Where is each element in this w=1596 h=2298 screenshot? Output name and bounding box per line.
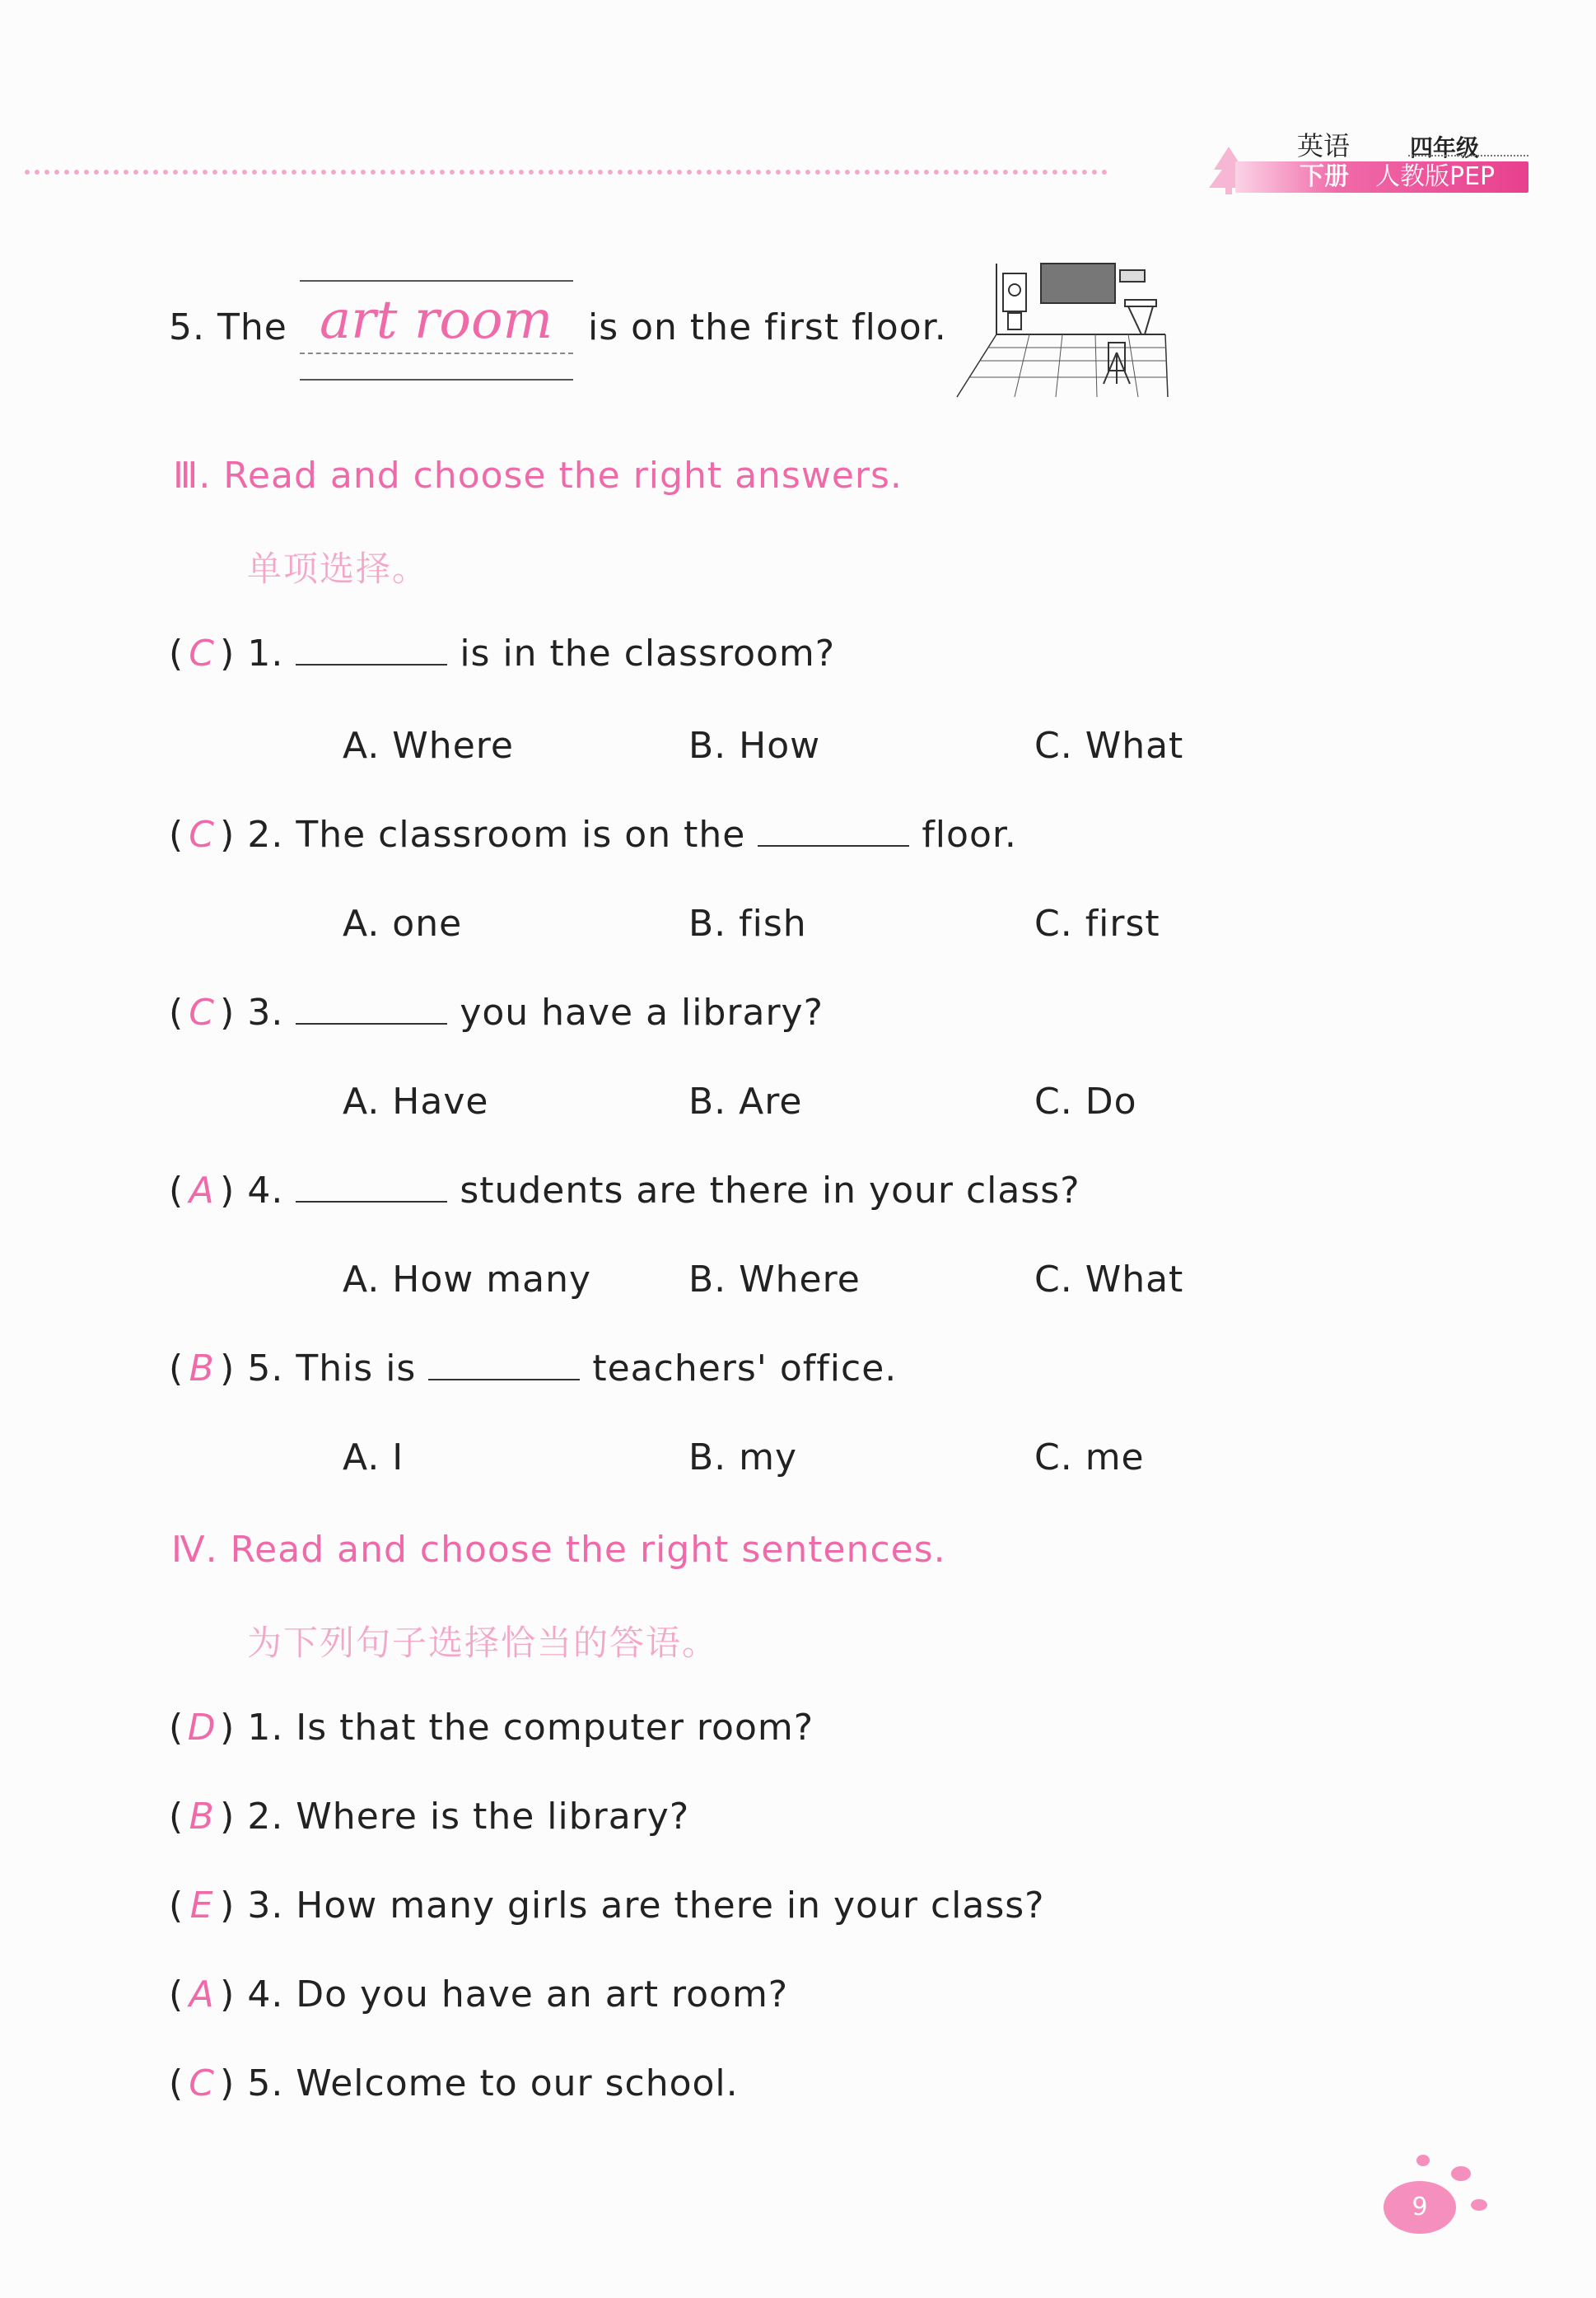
header-grade-underline <box>1408 155 1528 156</box>
s3-q1-option-c: C. What <box>1034 725 1184 767</box>
s3-q5-answer: B <box>189 1348 215 1390</box>
s4-q2-answer: B <box>189 1796 215 1838</box>
s3-q2-option-c: C. first <box>1034 903 1160 945</box>
s3-q2-blank <box>758 842 909 847</box>
page-badge-dot <box>1471 2199 1487 2211</box>
s3-q1-option-a: A. Where <box>343 725 514 767</box>
s3-q4-num: 4. <box>247 1170 284 1212</box>
s3-q5-option-b: B. my <box>688 1436 798 1478</box>
s4-q5-text: 5. Welcome to our school. <box>247 2062 739 2104</box>
s3-q2-line: ( C ) 2. The classroom is on the floor. <box>169 814 1017 856</box>
s3-q2-option-a: A. one <box>343 903 463 945</box>
s3-q3-num: 3. <box>247 992 284 1034</box>
s3-q1-blank <box>296 661 447 666</box>
s4-q3-text: 3. How many girls are there in your class? <box>247 1885 1045 1927</box>
s3-q2-num: 2. <box>247 814 284 856</box>
s3-q1-option-b: B. How <box>688 725 821 767</box>
s3-q4-after: students are there in your class? <box>460 1170 1080 1212</box>
s3-q4-line: ( A ) 4. students are there in your class? <box>169 1170 1080 1212</box>
s3-q1-line: ( C ) 1. is in the classroom? <box>169 633 836 675</box>
s3-q1-after: is in the classroom? <box>460 633 836 675</box>
header-volume: 下册 <box>1300 162 1349 191</box>
header-grade: 四年级 <box>1410 134 1480 161</box>
q5-guide-mid <box>300 353 573 354</box>
s4-q3-answer: E <box>189 1885 214 1927</box>
section4-subtitle: 为下列句子选择恰当的答语。 <box>247 1623 719 1663</box>
s3-q3-option-b: B. Are <box>688 1081 803 1123</box>
header-dotted-rule <box>25 170 1108 175</box>
s3-q4-option-a: A. How many <box>343 1259 592 1301</box>
s3-q4-answer: A <box>189 1170 215 1212</box>
s4-q5-line: ( C ) 5. Welcome to our school. <box>169 2062 739 2104</box>
header-subject: 英语 <box>1297 130 1351 161</box>
s4-q3-line: ( E ) 3. How many girls are there in your class? <box>169 1885 1045 1927</box>
q5-guide-bottom <box>300 379 573 381</box>
header-edition: 人教版PEP <box>1375 162 1496 191</box>
s3-q4-option-c: C. What <box>1034 1259 1184 1301</box>
q5-answer-handwriting: art room <box>320 290 553 351</box>
s4-q4-text: 4. Do you have an art room? <box>247 1973 789 2015</box>
s4-q1-answer: D <box>187 1707 217 1749</box>
s3-q5-line: ( B ) 5. This is teachers' office. <box>169 1348 898 1390</box>
s3-q5-after: teachers' office. <box>592 1348 898 1390</box>
page-badge-dot <box>1416 2155 1430 2166</box>
page-number: 9 <box>1384 2181 1456 2234</box>
s3-q3-line: ( C ) 3. you have a library? <box>169 992 824 1034</box>
header-edition-bar <box>1235 161 1528 193</box>
s4-q2-line: ( B ) 2. Where is the library? <box>169 1796 690 1838</box>
art-room-illustration <box>955 260 1169 400</box>
s4-q2-text: 2. Where is the library? <box>247 1796 690 1838</box>
page-badge-dot <box>1451 2166 1471 2181</box>
s3-q1-answer: C <box>189 633 216 675</box>
s4-q1-text: 1. Is that the computer room? <box>247 1707 814 1749</box>
s3-q5-option-a: A. I <box>343 1436 404 1478</box>
s3-q1-num: 1. <box>247 633 284 675</box>
q5-prefix: 5. The <box>169 306 287 348</box>
s4-q5-answer: C <box>189 2062 216 2104</box>
s3-q3-option-a: A. Have <box>343 1081 489 1123</box>
q5-suffix: is on the first floor. <box>588 306 947 348</box>
s3-q2-answer: C <box>189 814 216 856</box>
s3-q5-blank <box>428 1376 580 1380</box>
s3-q5-num: 5. <box>247 1348 284 1390</box>
s3-q5-before: This is <box>296 1348 417 1390</box>
s3-q3-option-c: C. Do <box>1034 1081 1137 1123</box>
s3-q4-option-b: B. Where <box>688 1259 861 1301</box>
s4-q1-line: ( D ) 1. Is that the computer room? <box>169 1707 814 1749</box>
s3-q2-after: floor. <box>922 814 1017 856</box>
section3-title: Ⅲ. Read and choose the right answers. <box>173 455 903 497</box>
s3-q3-blank <box>296 1020 447 1025</box>
s3-q4-blank <box>296 1198 447 1203</box>
s3-q3-after: you have a library? <box>460 992 824 1034</box>
section3-subtitle: 单项选择。 <box>247 549 429 589</box>
s3-q2-before: The classroom is on the <box>296 814 746 856</box>
s4-q4-line: ( A ) 4. Do you have an art room? <box>169 1973 789 2015</box>
q5-guide-top <box>300 280 573 282</box>
s3-q3-answer: C <box>189 992 216 1034</box>
s3-q2-option-b: B. fish <box>688 903 807 945</box>
section4-title: Ⅳ. Read and choose the right sentences. <box>171 1529 946 1571</box>
s3-q5-option-c: C. me <box>1034 1436 1145 1478</box>
s4-q4-answer: A <box>189 1973 215 2015</box>
